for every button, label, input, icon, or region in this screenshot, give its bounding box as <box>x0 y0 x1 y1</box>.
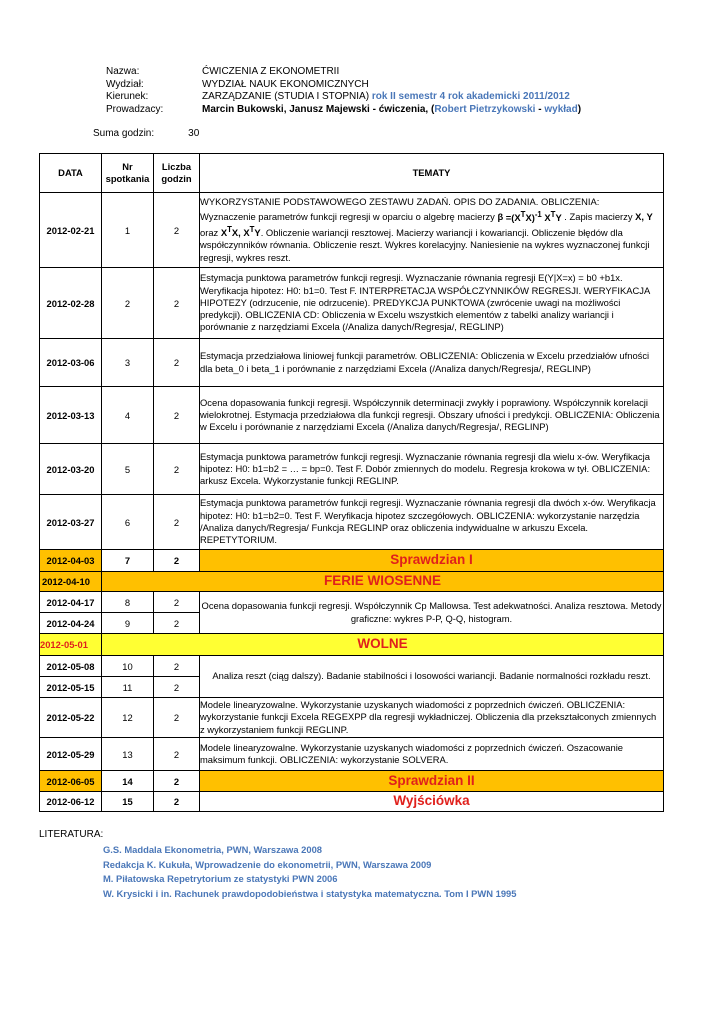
row-date: 2012-03-06 <box>40 339 102 387</box>
formula-sup: T <box>227 224 232 234</box>
row-date: 2012-05-22 <box>40 698 102 738</box>
kierunek-value: ZARZĄDZANIE (STUDIA I STOPNIA) <box>202 91 370 102</box>
table-row <box>40 592 664 613</box>
table-row-final <box>40 792 664 812</box>
exam-title: Sprawdzian I <box>200 550 664 572</box>
row-date: 2012-04-24 <box>40 613 102 634</box>
literature-label: LITERATURA: <box>39 829 104 840</box>
row-date: 2012-03-20 <box>40 444 102 495</box>
nazwa-label: Nazwa: <box>106 66 140 77</box>
row-hours: 2 <box>154 698 200 738</box>
row-date: 2012-05-15 <box>40 677 102 698</box>
table-row <box>40 656 664 677</box>
literature-list <box>103 843 517 902</box>
row-date: 2012-03-13 <box>40 387 102 444</box>
row-date: 2012-03-27 <box>40 495 102 550</box>
row-hours: 2 <box>154 677 200 698</box>
row-hours: 2 <box>154 339 200 387</box>
header-topics: TEMATY <box>200 154 664 193</box>
header-date: DATA <box>40 154 102 193</box>
table-row <box>40 387 664 444</box>
table-row <box>40 738 664 771</box>
formula-sup: -1 <box>534 209 542 219</box>
total-hours-label: Suma godzin: <box>93 128 155 139</box>
free-day-title: WOLNE <box>102 634 664 656</box>
row-date: 2012-05-08 <box>40 656 102 677</box>
total-hours <box>93 128 199 139</box>
row-nr: 1 <box>102 193 154 268</box>
header-nr: Nr spotkania <box>102 154 154 193</box>
row-nr: 7 <box>102 550 154 572</box>
row-nr: 15 <box>102 792 154 812</box>
table-row <box>40 495 664 550</box>
exam-title: Sprawdzian II <box>200 771 664 792</box>
table-row-exam <box>40 771 664 792</box>
table-row <box>40 339 664 387</box>
table-row-holiday <box>40 572 664 592</box>
row-hours: 2 <box>154 193 200 268</box>
formula-part: Y <box>254 226 261 238</box>
row-nr: 6 <box>102 495 154 550</box>
literature-item: G.S. Maddala Ekonometria, PWN, Warszawa 2008 <box>103 844 322 855</box>
prowadzacy-value: Marcin Bukowski, Janusz Majewski - ćwiczenia, ( <box>202 103 435 115</box>
schedule-table <box>39 153 664 812</box>
prowadzacy-sep: - <box>535 103 545 115</box>
literature-item: Redakcja K. Kukuła, Wprowadzenie do ekonometrii, PWN, Warszawa 2009 <box>103 858 432 870</box>
kierunek-label: Kierunek: <box>106 91 149 102</box>
row-hours: 2 <box>154 592 200 613</box>
topic-text: oraz <box>200 226 221 238</box>
row-nr: 3 <box>102 339 154 387</box>
row-hours: 2 <box>154 550 200 572</box>
literature-item: M. Piłatowska Repetrytorium ze statystyki PWN 2006 <box>103 873 338 885</box>
row-nr: 9 <box>102 613 154 634</box>
row-hours: 2 <box>154 738 200 771</box>
row-date: 2012-05-01 <box>40 634 102 656</box>
row-hours: 2 <box>154 495 200 550</box>
topic-text: Wyznaczenie parametrów funkcji regresji w oparciu o algebrę macierzy <box>200 211 498 223</box>
row-date: 2012-06-05 <box>40 771 102 792</box>
formula-part: X) <box>525 211 535 223</box>
row-hours: 2 <box>154 792 200 812</box>
row-date: 2012-04-10 <box>40 572 102 592</box>
formula-part: Y <box>555 211 562 223</box>
prowadzacy-label: Prowadzacy: <box>106 103 164 115</box>
formula-part: X, X <box>231 226 250 238</box>
row-topic <box>200 193 664 268</box>
row-hours: 2 <box>154 771 200 792</box>
row-topic: Ocena dopasowania funkcji regresji. Współczynnik Cp Mallowsa. Test adekwatności. Analiza resztowa. Metody graficzne: wykres P-P, Q-Q, histogram. <box>200 592 664 634</box>
table-row-exam <box>40 550 664 572</box>
formula-sup: T <box>550 209 556 219</box>
kierunek-extra: rok II semestr 4 rok akademicki 2011/2012 <box>369 91 570 102</box>
row-hours: 2 <box>154 613 200 634</box>
row-topic: Modele linearyzowalne. Wykorzystanie uzyskanych wiadomości z poprzednich ćwiczeń. OBLICZENIA: wykorzystanie funkcji Excela REGEXPP dla regresji wykładniczej. Obliczenia dla przekształconych zmiennych z wykorzystaniem funkcji REGLINP. <box>200 698 664 738</box>
literature-item: W. Krysicki i in. Rachunek prawdopodobieństwa i statystyka matematyczna. Tom I PWN 1995 <box>103 888 517 900</box>
table-row <box>40 268 664 339</box>
row-topic: Analiza reszt (ciąg dalszy). Badanie stabilności i losowości wariancji. Badanie normalności rozkładu reszt. <box>200 656 664 698</box>
row-nr: 2 <box>102 268 154 339</box>
table-header-row <box>40 154 664 193</box>
nazwa-value: ĆWICZENIA Z EKONOMETRII <box>202 66 340 77</box>
formula-sup: T <box>520 209 526 219</box>
table-row <box>40 444 664 495</box>
row-topic: Estymacja punktowa parametrów funkcji regresji. Wyznaczanie równania regresji dla dwóch x-ów. Weryfikacja hipotez: H0: b1=b2=0. Test F. Weryfikacja hipotez szczegółowych. OBLICZENIA: wykorzystanie narzędzia /Analiza danych/Regresja/ Funkcja REGLINP oraz obliczenia indywidualne w arkuszu Excela. REPETYTORIUM. <box>200 495 664 550</box>
prowadzacy-wyklad: wykład <box>544 103 578 115</box>
row-topic: Estymacja przedziałowa liniowej funkcji parametrów. OBLICZENIA: Obliczenia w Excelu przedziałów ufności dla beta_0 i beta_1 i porównanie z narzędziami Excela (/Analiza danych/Regresja/, REGLINP) <box>200 339 664 387</box>
total-hours-value: 30 <box>188 128 200 139</box>
topic-text: . Obliczenie wariancji resztowej. Macierzy wariancji i kowariancji. Obliczenie błędów dla współczynników równania. Obliczenie reszt. Wykres korelacyjny. Naniesienie na wykres wyznaczonej funkcji regresji, wykres reszt. <box>200 226 650 263</box>
wydzial-label: Wydział: <box>106 78 144 90</box>
row-hours: 2 <box>154 444 200 495</box>
formula-part: X <box>541 211 551 223</box>
table-row-free <box>40 634 664 656</box>
row-hours: 2 <box>154 268 200 339</box>
header-hours: Liczba godzin <box>154 154 200 193</box>
row-nr: 12 <box>102 698 154 738</box>
row-topic: Estymacja punktowa parametrów funkcji regresji. Wyznaczanie równania regresji dla wielu x-ów. Weryfikacja hipotez: H0: b1=b2 = … = bp=0. Test F. Dobór zmiennych do modelu. Regresja krokowa w tył. OBLICZENIA: arkusz Excela. Wykorzystanie funkcji REGLINP. <box>200 444 664 495</box>
row-nr: 8 <box>102 592 154 613</box>
row-topic: Estymacja punktowa parametrów funkcji regresji. Wyznaczanie równania regresji E(Y|X=x) = b0 +b1x. Weryfikacja hipotez: H0: b1=0. Test F. INTERPRETACJA WSPÓŁCZYNNIKÓW REGRESJI. WERYFIKACJA HIPOTEZY (odrzucenie, nie odrzucenie). PREDYKCJA PUNKTOWA (zwrócenie uwagi na możliwości predykcji). OBLICZENIA CD: Obliczenia w Excelu wszystkich elementów z tabelki analizy wariancji i porównanie z narzędziami Excela (/Analiza danych/Regresja/, REGLINP) <box>200 268 664 339</box>
row-date: 2012-02-28 <box>40 268 102 339</box>
row-date: 2012-02-21 <box>40 193 102 268</box>
row-nr: 11 <box>102 677 154 698</box>
prowadzacy-end: ) <box>577 103 582 115</box>
course-info <box>106 66 581 116</box>
row-nr: 13 <box>102 738 154 771</box>
formula-part: X <box>220 226 228 238</box>
row-topic: Modele linearyzowalne. Wykorzystanie uzyskanych wiadomości z poprzednich ćwiczeń. Oszacowanie maksimum funkcji. OBLICZENIA: wykorzystanie SOLVERA. <box>200 738 664 771</box>
topic-text: WYKORZYSTANIE PODSTAWOWEGO ZESTAWU ZADAŃ. OPIS DO ZADANIA. OBLICZENIA: <box>200 196 600 208</box>
formula-sup: T <box>249 224 255 234</box>
topic-text: . Zapis macierzy <box>561 211 636 223</box>
row-nr: 10 <box>102 656 154 677</box>
beta-symbol: β <box>497 211 504 223</box>
row-date: 2012-05-29 <box>40 738 102 771</box>
formula-part: =(X <box>503 211 521 223</box>
prowadzacy-lecturer: Robert Pietrzykowski <box>434 103 536 115</box>
formula-part: X, Y <box>635 211 653 223</box>
row-hours: 2 <box>154 656 200 677</box>
row-hours: 2 <box>154 387 200 444</box>
final-title: Wyjściówka <box>200 792 664 812</box>
wydzial-value: WYDZIAŁ NAUK EKONOMICZNYCH <box>202 78 369 90</box>
holiday-title: FERIE WIOSENNE <box>102 572 664 592</box>
row-nr: 14 <box>102 771 154 792</box>
row-nr: 4 <box>102 387 154 444</box>
row-date: 2012-06-12 <box>40 792 102 812</box>
row-date: 2012-04-03 <box>40 550 102 572</box>
row-nr: 5 <box>102 444 154 495</box>
table-row <box>40 698 664 738</box>
row-topic: Ocena dopasowania funkcji regresji. Współczynnik determinacji zwykły i poprawiony. Współczynnik korelacji wielokrotnej. Estymacja przedziałowa dla funkcji regresji. Obszary ufności i predykcji. OBLICZENIA: Obliczenia w Excelu i porównanie z narzędziami Excela (/Analiza danych/Regresja/, REGLINP) <box>200 387 664 444</box>
row-date: 2012-04-17 <box>40 592 102 613</box>
table-row <box>40 193 664 268</box>
